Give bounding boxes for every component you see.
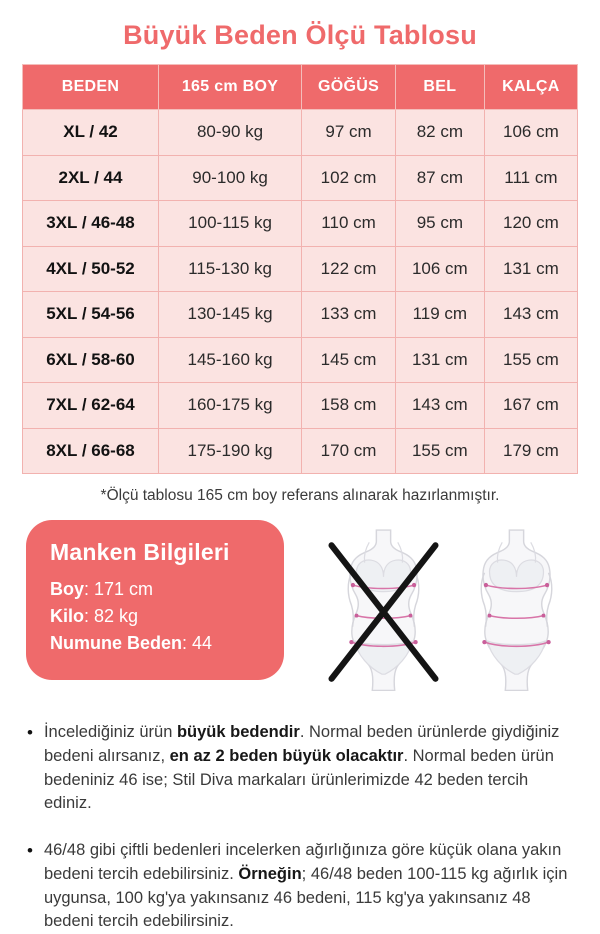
table-cell: 106 cm [395, 246, 484, 292]
note-item-sizing [27, 721, 575, 816]
header-boy: 165 cm BOY [158, 65, 301, 110]
body-measurements-icon [455, 528, 578, 691]
table-cell: 8XL / 66-68 [23, 428, 159, 474]
table-cell: 87 cm [395, 155, 484, 201]
model-weight-line: Kilo: 82 kg [50, 606, 139, 626]
table-cell: 4XL / 50-52 [23, 246, 159, 292]
table-cell: 179 cm [484, 428, 577, 474]
table-cell: 170 cm [302, 428, 396, 474]
table-row [23, 110, 578, 156]
table-cell: 3XL / 46-48 [23, 201, 159, 247]
table-cell: 80-90 kg [158, 110, 301, 156]
table-cell: 90-100 kg [158, 155, 301, 201]
table-cell: 143 cm [395, 383, 484, 429]
table-cell: 120 cm [484, 201, 577, 247]
header-gogus: GÖĞÜS [302, 65, 396, 110]
model-info-title: Manken Bilgileri [50, 539, 230, 565]
table-cell: 82 cm [395, 110, 484, 156]
table-cell: 155 cm [484, 337, 577, 383]
table-cell: 145 cm [302, 337, 396, 383]
table-row [23, 155, 578, 201]
table-footnote: *Ölçü tablosu 165 cm boy referans alınarak hazırlanmıştır. [100, 487, 500, 504]
notes-list [0, 721, 600, 934]
note-text: 46/48 gibi çiftli bedenleri incelerken ağırlığınıza göre küçük olana yakın bedeni tercih edebilirsiniz. Örneğin; 46/48 beden 100-115 kg ağırlık için uygunsa, 100 kg'ya yakınsanız 46 bedeni, 115 kg'ya yakınsanız 48 bedeni tercih edebilirsiniz. [43, 841, 568, 931]
table-cell: 119 cm [395, 292, 484, 338]
table-cell: 131 cm [395, 337, 484, 383]
table-cell: 6XL / 58-60 [23, 337, 159, 383]
table-row [23, 201, 578, 247]
fit-figures [322, 528, 578, 691]
note-item-double-sizes [27, 839, 575, 934]
table-cell: 106 cm [484, 110, 577, 156]
model-info-section [0, 520, 600, 691]
table-cell: 167 cm [484, 383, 577, 429]
table-cell: 130-145 kg [158, 292, 301, 338]
table-row [23, 337, 578, 383]
table-row [23, 428, 578, 474]
table-cell: 122 cm [302, 246, 396, 292]
table-cell: 7XL / 62-64 [23, 383, 159, 429]
table-cell: 110 cm [302, 201, 396, 247]
bullet-icon: • [27, 841, 33, 860]
table-cell: 155 cm [395, 428, 484, 474]
page-title: Büyük Beden Ölçü Tablosu [123, 20, 477, 50]
table-header-row [23, 65, 578, 110]
table-cell: 175-190 kg [158, 428, 301, 474]
header-bel: BEL [395, 65, 484, 110]
table-cell: 102 cm [302, 155, 396, 201]
note-text: İncelediğiniz ürün büyük bedendir. Normal beden ürünlerde giydiğiniz bedeni alırsanız, en az 2 beden büyük olacaktır. Normal beden ürün bedeniniz 46 ise; Stil Diva markaları ürünlerimizde 42 beden tercih ediniz. [43, 723, 560, 813]
table-cell: 95 cm [395, 201, 484, 247]
table-cell: 158 cm [302, 383, 396, 429]
table-cell: 143 cm [484, 292, 577, 338]
model-info-card [26, 520, 284, 680]
model-height-line: Boy: 171 cm [50, 579, 154, 599]
table-cell: XL / 42 [23, 110, 159, 156]
table-cell: 133 cm [302, 292, 396, 338]
table-row [23, 292, 578, 338]
table-cell: 131 cm [484, 246, 577, 292]
table-cell: 100-115 kg [158, 201, 301, 247]
table-cell: 111 cm [484, 155, 577, 201]
measurement-figure [455, 528, 578, 691]
table-cell: 115-130 kg [158, 246, 301, 292]
bullet-icon: • [27, 723, 33, 742]
size-table [22, 64, 578, 474]
table-row [23, 383, 578, 429]
table-cell: 145-160 kg [158, 337, 301, 383]
table-cell: 97 cm [302, 110, 396, 156]
header-beden: BEDEN [23, 65, 159, 110]
header-kalca: KALÇA [484, 65, 577, 110]
table-cell: 160-175 kg [158, 383, 301, 429]
table-cell: 2XL / 44 [23, 155, 159, 201]
body-figure-crossed-icon [322, 528, 445, 691]
table-row [23, 246, 578, 292]
model-sample-size-line: Numune Beden: 44 [50, 633, 213, 653]
wrong-fit-figure [322, 528, 445, 691]
table-cell: 5XL / 54-56 [23, 292, 159, 338]
